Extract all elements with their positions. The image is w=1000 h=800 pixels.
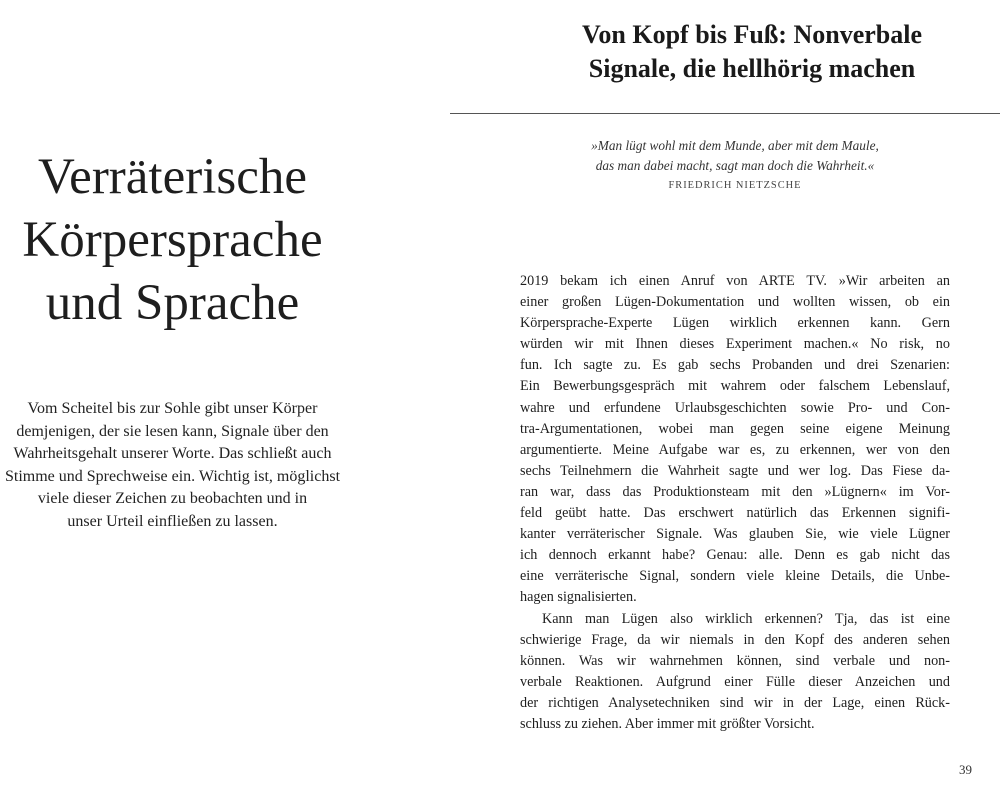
section-heading-line: Von Kopf bis Fuß: Nonverbale	[582, 20, 922, 49]
body-line: Körpersprache-Experte Lügen wirklich erkennen kann. Gern	[520, 315, 950, 332]
chapter-intro	[0, 398, 345, 534]
body-line: verbale Reaktionen. Aufgrund einer Fülle dieser Anzeichen und	[520, 673, 950, 690]
intro-line: Wahrheitsgehalt unserer Worte. Das schließt auch	[13, 445, 332, 463]
epigraph-line: das man dabei macht, sagt man doch die Wahrheit.«	[595, 158, 875, 173]
body-line: feld geübt hatte. Das erschwert natürlich das Erkennen signifi-	[520, 505, 950, 522]
section-heading	[502, 18, 1000, 86]
epigraph-author: FRIEDRICH NIETZSCHE	[668, 180, 802, 191]
chapter-title	[0, 146, 345, 335]
intro-line: Stimme und Sprechweise ein. Wichtig ist, möglichst	[4, 467, 341, 485]
body-line: können. Was wir wahrnehmen können, sind verbale und non-	[520, 652, 950, 669]
body-line: sechs Teilnehmern die Wahrheit sagte und wer log. Das Fiese da-	[520, 462, 950, 479]
intro-line: Vom Scheitel bis zur Sohle gibt unser Körper	[27, 400, 318, 417]
body-line: der richtigen Analysetechniken sind wir in der Lage, einen Rück-	[520, 694, 950, 711]
body-line: 2019 bekam ich einen Anruf von ARTE TV. »Wir arbeiten an	[520, 273, 950, 289]
body-line: ich dennoch erkannt habe? Genau: alle. Denn es gab nicht das	[520, 547, 950, 564]
body-line: schwierige Frage, da wir niemals in den Kopf des anderen sehen	[520, 631, 950, 648]
chapter-title-line: Körpersprache	[22, 212, 323, 268]
chapter-title-line: und Sprache	[45, 275, 300, 331]
body-line: hagen signalisierten.	[520, 589, 637, 606]
body-line: kanter verräterischer Signale. Was glauben Sie, wie viele Lügner	[520, 526, 950, 543]
body-line: fun. Ich sagte zu. Es gab sechs Probanden und drei Szenarien:	[520, 357, 950, 374]
body-line: würden wir mit Ihnen dieses Experiment machen.« No risk, no	[520, 336, 950, 353]
intro-line: viele dieser Zeichen zu beobachten und in	[37, 490, 308, 508]
body-line: Kann man Lügen also wirklich erkennen? Tja, das ist eine	[542, 610, 950, 627]
body-line: Ein Bewerbungsgespräch mit wahrem oder falschem Lebenslauf,	[520, 378, 950, 395]
left-page	[0, 0, 450, 800]
page-number: 39	[959, 762, 972, 777]
body-line: eine verräterische Signal, sondern viele kleine Details, die Unbe-	[520, 568, 950, 585]
intro-line: demjenigen, der sie lesen kann, Signale über den	[16, 422, 329, 440]
body-line: einer großen Lügen-Dokumentation und wollten wissen, ob ein	[520, 294, 950, 311]
intro-line: unser Urteil einfließen zu lassen.	[67, 512, 278, 530]
section-heading-line: Signale, die hellhörig machen	[588, 54, 916, 83]
epigraph-line: »Man lügt wohl mit dem Munde, aber mit dem Maule,	[591, 138, 879, 153]
body-text	[520, 271, 950, 735]
body-line: ran war, dass das Produktionsteam mit den »Lügnern« im Vor-	[520, 483, 950, 500]
right-page	[450, 0, 1000, 800]
epigraph-quote	[520, 136, 950, 176]
body-line: schluss zu ziehen. Aber immer mit größter Vorsicht.	[520, 715, 815, 732]
body-line: tra-Argumentationen, wobei man gegen seine eigene Meinung	[520, 420, 950, 437]
chapter-title-line: Verräterische	[38, 149, 307, 205]
body-line: argumentierte. Meine Aufgabe war es, zu erkennen, wer von den	[520, 441, 950, 458]
body-line: wahre und erfundene Urlaubsgeschichten sowie Pro- und Con-	[520, 399, 950, 416]
heading-divider	[450, 113, 1000, 114]
